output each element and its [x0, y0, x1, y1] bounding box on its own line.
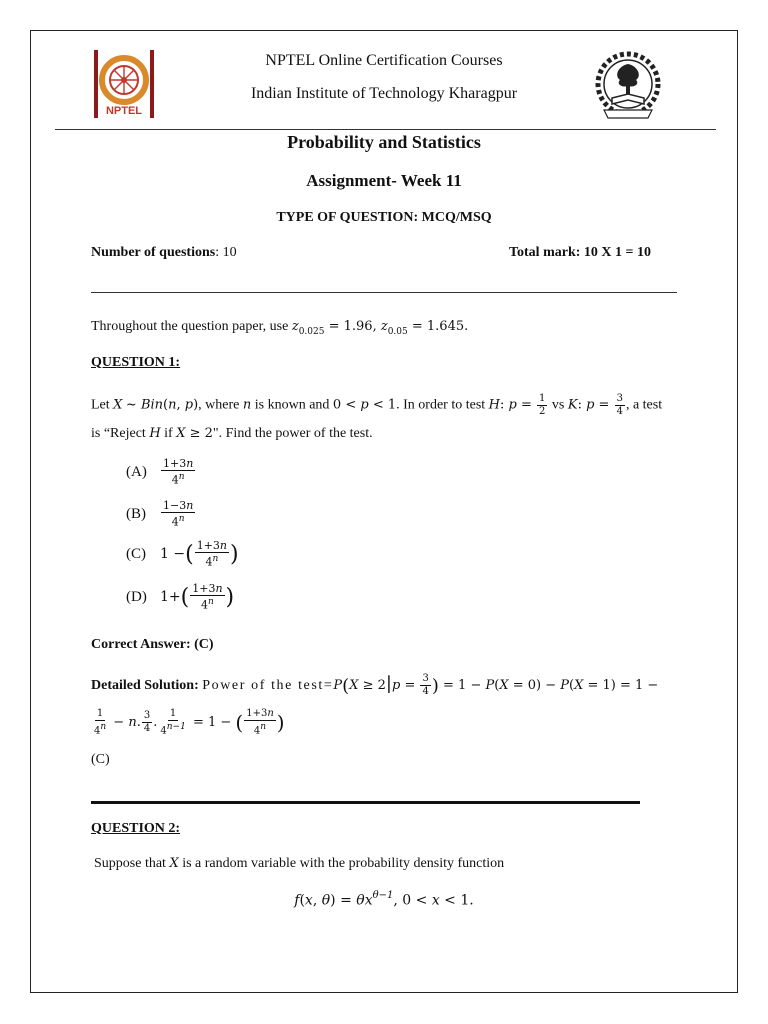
solution-line-1: Detailed Solution: Power of the test=P(X ≥ 2|p = $\frac{3}{4}$ ) = 1 − P(X = 0) − P(X = 1) = 1 −	[91, 673, 659, 698]
question-type: TYPE OF QUESTION: MCQ/MSQ	[276, 210, 492, 225]
intro-text: Throughout the question paper, use $z_{0.025} = 1.96$, $z_{0.05} = 1.645$.	[91, 319, 469, 337]
correct-answer: Correct Answer: (C)	[91, 637, 214, 652]
option-d[interactable]: (D) 1+ ( $\frac{1+3n}{4^n}$ )	[126, 582, 235, 612]
question-2-heading: QUESTION 2:	[91, 821, 181, 836]
total-mark: Total mark: 10 X 1 = 10	[508, 245, 651, 260]
number-of-questions-value: : 10	[215, 245, 237, 260]
divider-rule	[91, 292, 677, 293]
header-line-1: NPTEL Online Certification Courses	[265, 52, 503, 69]
document-subtitle: Assignment- Week 11	[306, 171, 462, 190]
section-divider	[91, 801, 640, 804]
number-of-questions-label: Number of questions	[91, 245, 216, 260]
option-a[interactable]: (A) $\frac{1+3n}{4^n}$	[126, 457, 194, 487]
nptel-logo-text: NPTEL	[105, 105, 143, 117]
number-of-questions	[91, 245, 237, 261]
document-title: Probability and Statistics	[287, 132, 481, 152]
question-2-text: Suppose that X is a random variable with the probability density function	[94, 856, 505, 871]
option-c[interactable]: (C) 1 − ( $\frac{1+3n}{4^n}$ )	[126, 539, 239, 569]
header-line-2: Indian Institute of Technology Kharagpur	[250, 85, 518, 102]
question-1-heading: QUESTION 1:	[91, 355, 181, 370]
option-b[interactable]: (B) $\frac{1-3n}{4^n}$	[126, 499, 194, 529]
solution-line-2: $\frac{1}{4^n}$ − n. $\frac{3}{4}$ . $\frac{1}{4^{n-1}}$ = 1 − ( $\frac{1+3n}{4^n}$ )	[94, 708, 285, 737]
question-1-text-line-1: Let X ~ Bin(n, p), where n is known and 0 < p < 1. In order to test H: p = $\frac{1}{2}$ vs K: p = $\frac{3}{4}$ , a test	[91, 393, 663, 417]
header-divider	[55, 129, 716, 130]
solution-final: (C)	[91, 752, 110, 767]
question-2-pdf-formula: f(x, $\theta) = \theta x^{\theta-1}$, 0 < x < 1.	[294, 890, 474, 909]
question-1-text-line-2: is “Reject H if X ≥ 2". Find the power of the test.	[91, 426, 373, 441]
